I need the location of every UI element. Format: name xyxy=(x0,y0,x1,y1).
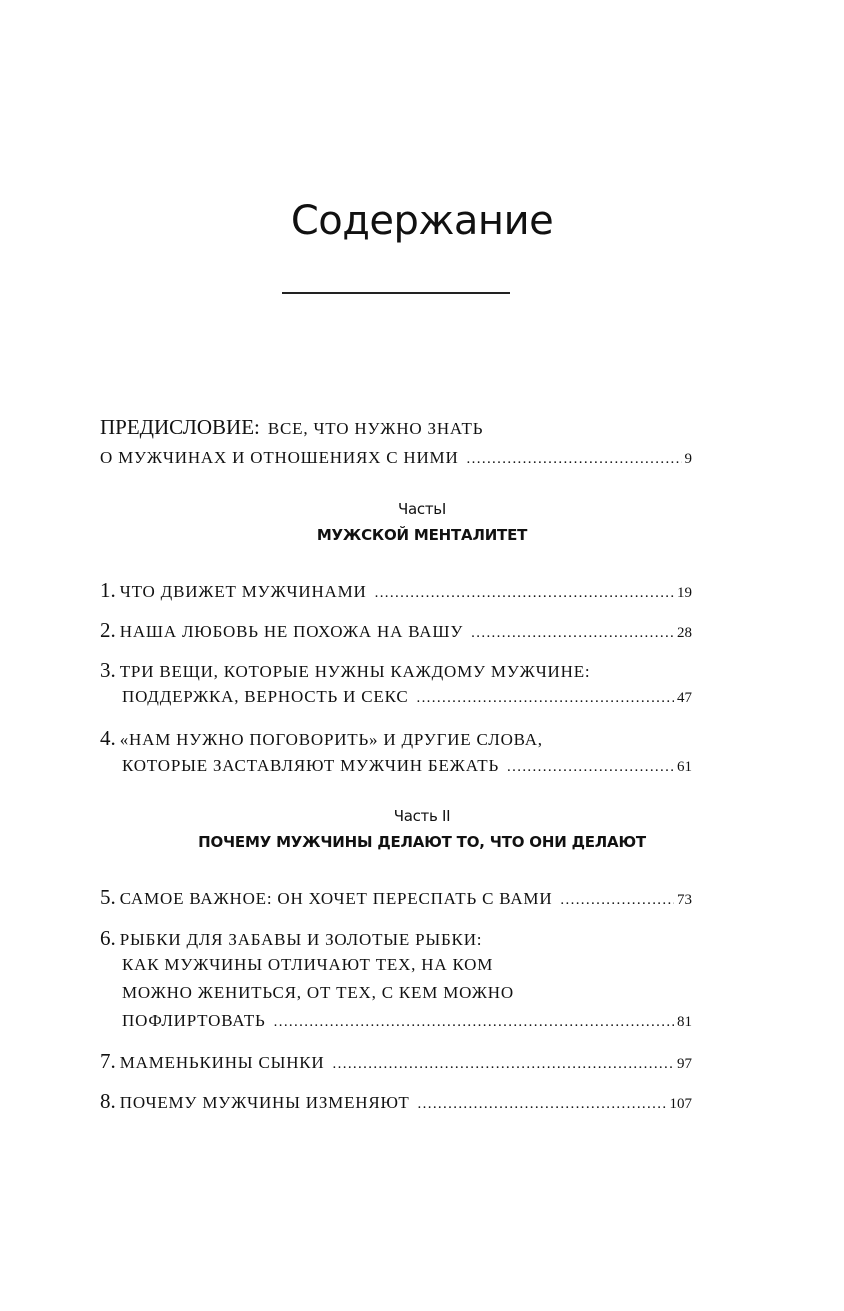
page-number: 81 xyxy=(677,1014,692,1030)
dot-leader xyxy=(560,887,674,913)
part-1-label: ЧастьI xyxy=(398,500,446,518)
toc-entry-4-cont[interactable] xyxy=(100,753,692,779)
page-number: 9 xyxy=(684,451,692,467)
chapter-number: 5. xyxy=(100,885,116,909)
chapter-title-cont: КАК МУЖЧИНЫ ОТЛИЧАЮТ ТЕХ, НА КОМ xyxy=(122,955,494,974)
title-divider xyxy=(282,292,510,294)
part-2-title: ПОЧЕМУ МУЖЧИНЫ ДЕЛАЮТ ТО, ЧТО ОНИ ДЕЛАЮТ xyxy=(198,833,646,851)
page-number: 97 xyxy=(677,1056,692,1072)
preface-line-1[interactable] xyxy=(100,414,692,440)
toc-entry-2[interactable] xyxy=(100,617,692,643)
part-2-label: Часть II xyxy=(393,807,451,825)
chapter-title-cont: МОЖНО ЖЕНИТЬСЯ, ОТ ТЕХ, С КЕМ МОЖНО xyxy=(122,983,514,1002)
dot-leader xyxy=(471,620,674,646)
toc-entry-8[interactable] xyxy=(100,1088,692,1114)
page-number: 28 xyxy=(677,625,692,641)
dot-leader xyxy=(375,580,674,606)
chapter-number: 4. xyxy=(100,726,116,750)
dot-leader xyxy=(274,1009,674,1035)
dot-leader xyxy=(467,446,682,472)
chapter-title: «НАМ НУЖНО ПОГОВОРИТЬ» И ДРУГИЕ СЛОВА, xyxy=(119,730,543,749)
preface-line-2[interactable] xyxy=(100,445,692,471)
toc-entry-6-cont-1[interactable] xyxy=(100,952,692,978)
preface-text-1: ВСЕ, ЧТО НУЖНО ЗНАТЬ xyxy=(267,419,484,438)
toc-entry-5[interactable] xyxy=(100,884,692,910)
chapter-title: РЫБКИ ДЛЯ ЗАБАВЫ И ЗОЛОТЫЕ РЫБКИ: xyxy=(119,930,483,949)
preface-text-2: О МУЖЧИНАХ И ОТНОШЕНИЯХ С НИМИ xyxy=(100,448,459,467)
chapter-title: НАША ЛЮБОВЬ НЕ ПОХОЖА НА ВАШУ xyxy=(119,622,464,641)
page-number: 73 xyxy=(677,892,692,908)
chapter-number: 6. xyxy=(100,926,116,950)
chapter-number: 8. xyxy=(100,1089,116,1113)
page-number: 19 xyxy=(677,585,692,601)
toc-entry-3-cont[interactable] xyxy=(100,684,692,710)
dot-leader xyxy=(416,685,674,711)
dot-leader xyxy=(333,1051,674,1077)
chapter-title-cont: ПОФЛИРТОВАТЬ xyxy=(122,1011,266,1030)
preface-lead: ПРЕДИСЛОВИЕ: xyxy=(100,415,260,439)
page-title: Содержание xyxy=(290,198,554,244)
chapter-title-cont: ПОДДЕРЖКА, ВЕРНОСТЬ И СЕКС xyxy=(122,687,409,706)
page-number: 107 xyxy=(669,1096,692,1112)
chapter-title-cont: КОТОРЫЕ ЗАСТАВЛЯЮТ МУЖЧИН БЕЖАТЬ xyxy=(122,756,500,775)
toc-entry-6-cont-3[interactable] xyxy=(100,1008,692,1034)
page-number: 47 xyxy=(677,690,692,706)
chapter-title: САМОЕ ВАЖНОЕ: ОН ХОЧЕТ ПЕРЕСПАТЬ С ВАМИ xyxy=(119,889,553,908)
dot-leader xyxy=(507,754,674,780)
toc-entry-1[interactable] xyxy=(100,577,692,603)
chapter-title: ПОЧЕМУ МУЖЧИНЫ ИЗМЕНЯЮТ xyxy=(119,1093,410,1112)
toc-entry-7[interactable] xyxy=(100,1048,692,1074)
chapter-number: 2. xyxy=(100,618,116,642)
part-1-title: МУЖСКОЙ МЕНТАЛИТЕТ xyxy=(316,526,528,544)
chapter-number: 1. xyxy=(100,578,116,602)
chapter-title: ТРИ ВЕЩИ, КОТОРЫЕ НУЖНЫ КАЖДОМУ МУЖЧИНЕ: xyxy=(119,662,591,681)
toc-entry-6[interactable] xyxy=(100,925,692,951)
page-number: 61 xyxy=(677,759,692,775)
dot-leader xyxy=(418,1091,667,1117)
toc-entry-6-cont-2[interactable] xyxy=(100,980,692,1006)
chapter-number: 7. xyxy=(100,1049,116,1073)
toc-entry-3[interactable] xyxy=(100,657,692,683)
chapter-number: 3. xyxy=(100,658,116,682)
toc-entry-4[interactable] xyxy=(100,725,692,751)
chapter-title: ЧТО ДВИЖЕТ МУЖЧИНАМИ xyxy=(119,582,367,601)
chapter-title: МАМЕНЬКИНЫ СЫНКИ xyxy=(119,1053,325,1072)
